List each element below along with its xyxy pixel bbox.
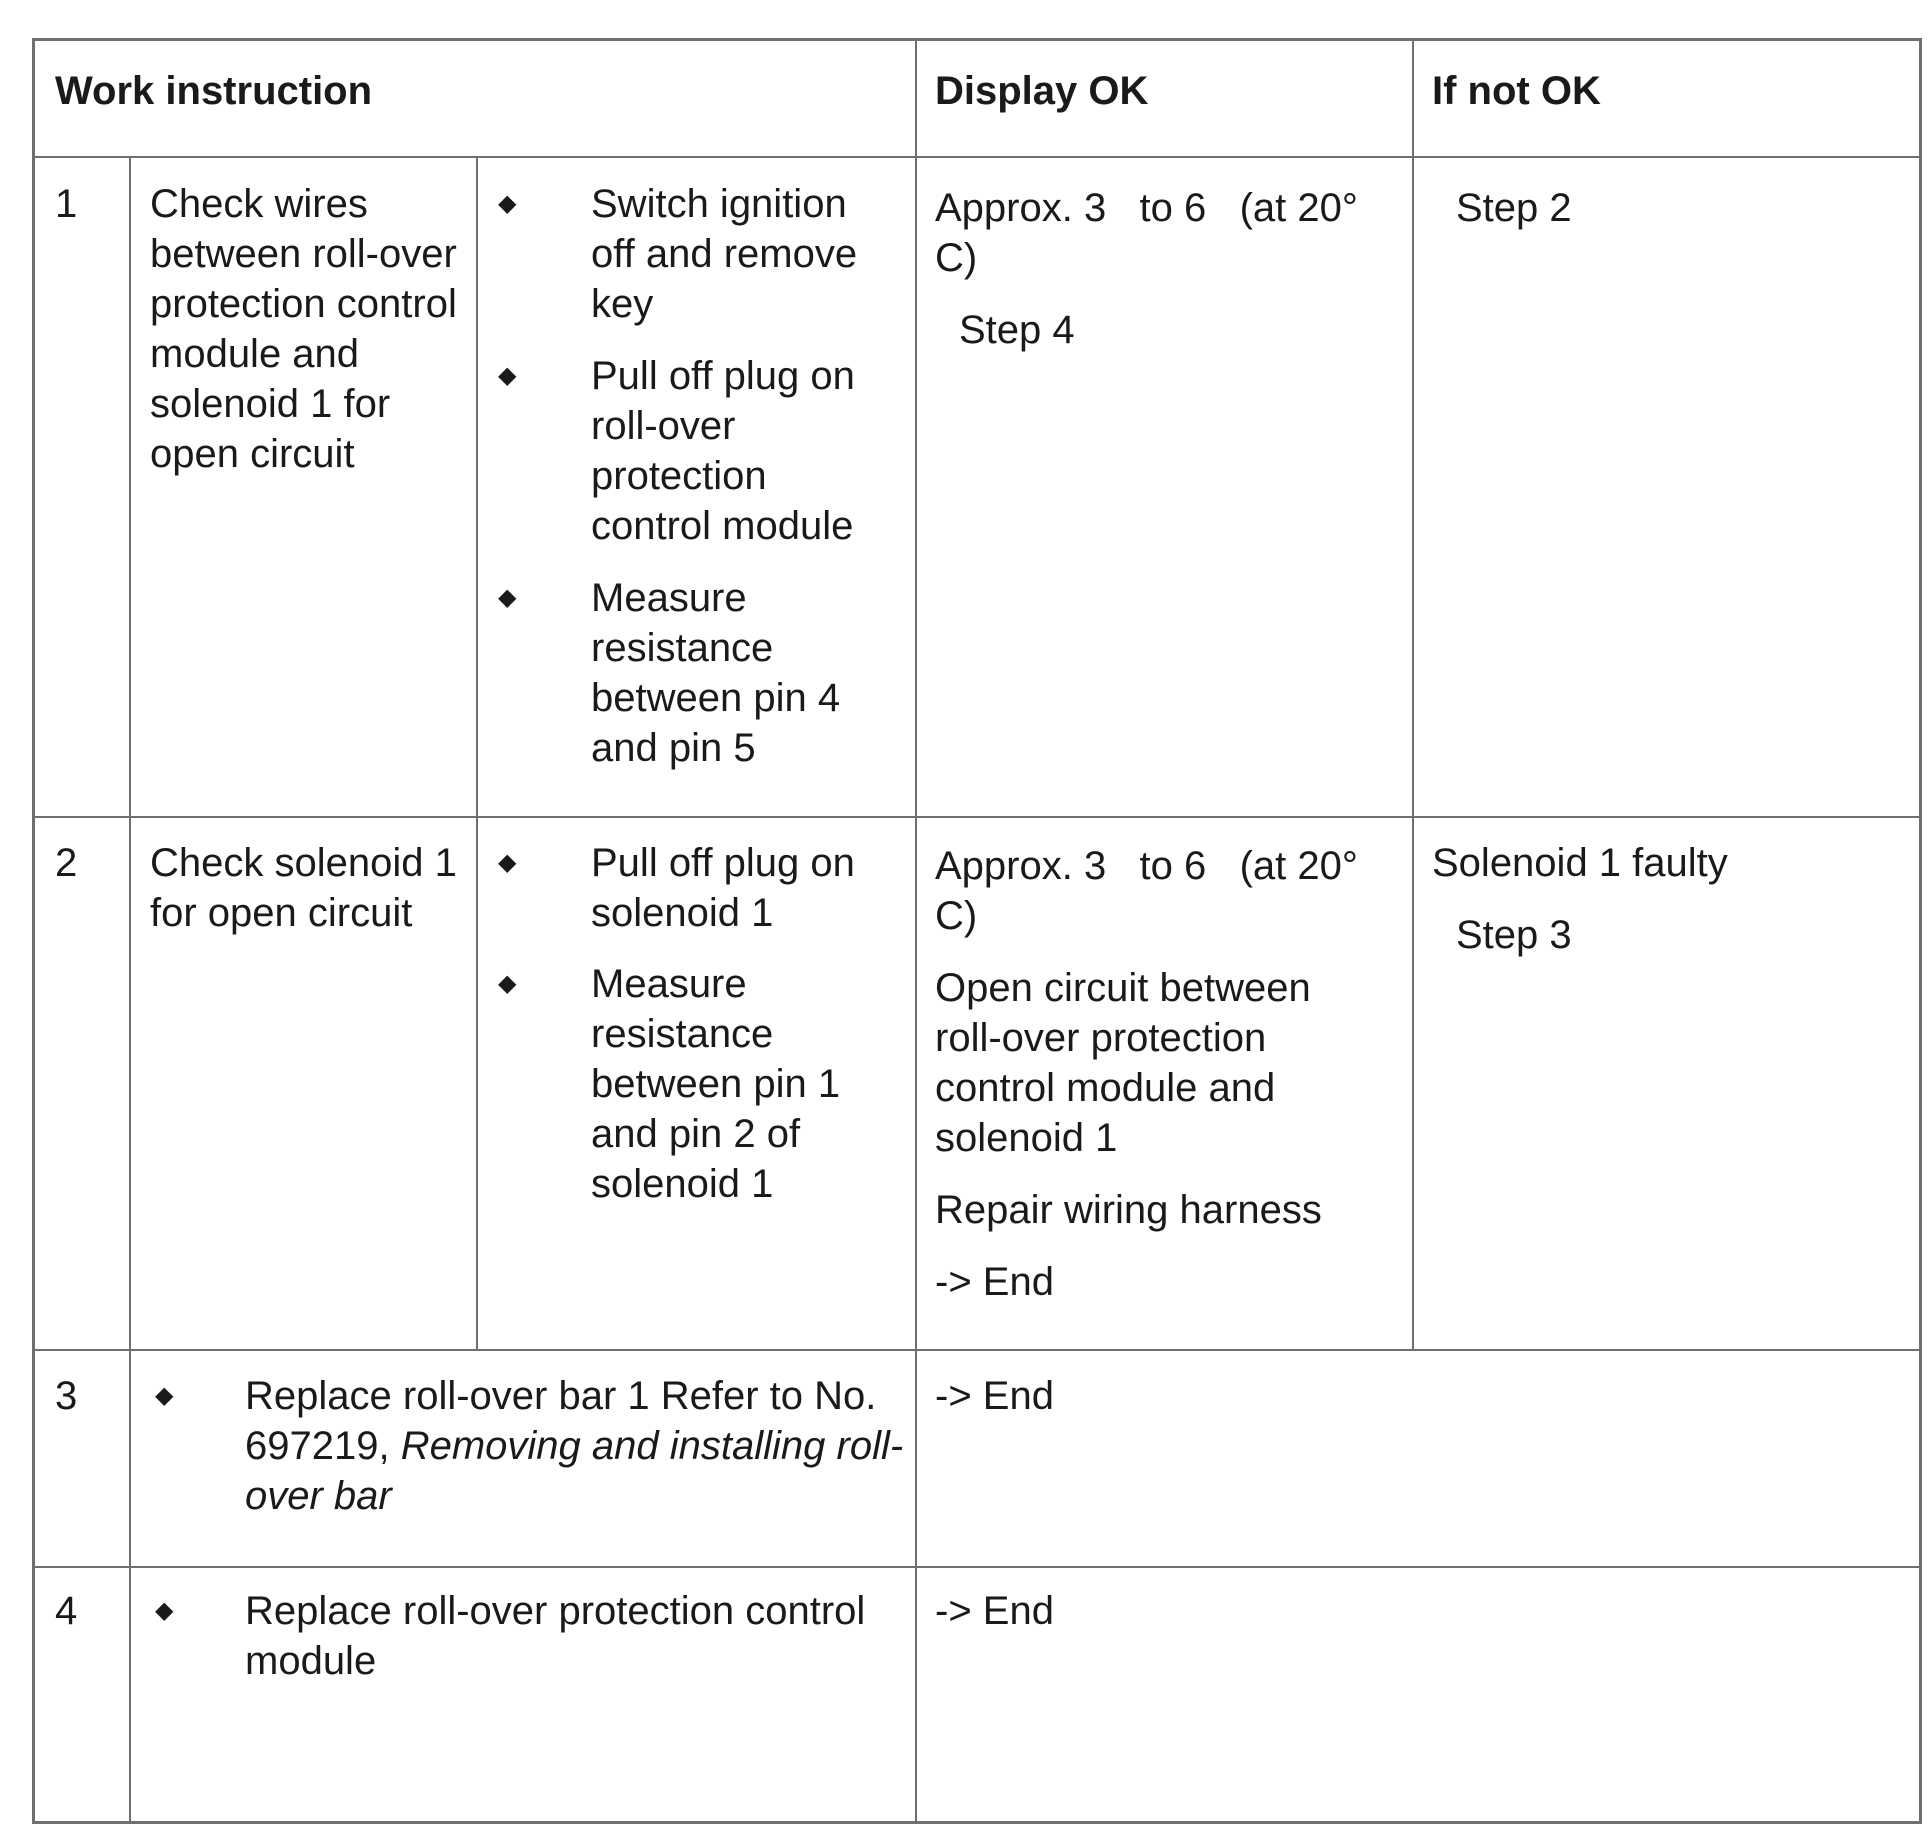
row-1-step-2: Pull off plug on roll-over protection control module bbox=[591, 354, 855, 548]
row-1-step-3: Measure resistance between pin 4 and pin 5 bbox=[591, 576, 841, 770]
repair-note: Repair wiring harness bbox=[935, 1188, 1322, 1232]
row-2-display-ok bbox=[935, 841, 1375, 1307]
number-column-divider bbox=[129, 156, 131, 1824]
bullet-icon: ◆ bbox=[498, 849, 517, 876]
row-4-result: -> End bbox=[935, 1589, 1054, 1633]
header-work-instruction: Work instruction bbox=[55, 69, 373, 113]
resistance-value: Approx. 3 to 6 (at 20° C) bbox=[935, 186, 1370, 280]
row-2-step-2: Measure resistance between pin 1 and pin 2 of solenoid 1 bbox=[591, 962, 841, 1206]
row-1-check: Check wires between roll-over protection control module and solenoid 1 for open circuit bbox=[150, 182, 457, 476]
work-instruction-table bbox=[32, 38, 1922, 1824]
bullet-icon: ◆ bbox=[155, 1597, 174, 1624]
bullet-icon: ◆ bbox=[498, 190, 517, 217]
row-2-step-1: Pull off plug on solenoid 1 bbox=[591, 841, 855, 935]
header-divider bbox=[35, 156, 1919, 158]
bullet-icon: ◆ bbox=[498, 970, 517, 997]
notok-column-divider bbox=[1412, 41, 1414, 1351]
instruction-text: Replace roll-over bar 1 Refer to No. 697219, bbox=[245, 1374, 877, 1468]
row-3-result: -> End bbox=[935, 1374, 1054, 1418]
instruction-reference: Removing and installing roll-over bar bbox=[245, 1424, 904, 1518]
row-2-number: 2 bbox=[55, 841, 78, 885]
row2-divider bbox=[35, 1349, 1919, 1351]
row-1-step-1: Switch ignition off and remove key bbox=[591, 182, 858, 326]
fault-note: Solenoid 1 faulty bbox=[1432, 841, 1728, 885]
bullet-icon: ◆ bbox=[155, 1382, 174, 1409]
bullet-icon: ◆ bbox=[498, 584, 517, 611]
bullet-icon: ◆ bbox=[498, 362, 517, 389]
row-4-number: 4 bbox=[55, 1589, 78, 1633]
row-3-number: 3 bbox=[55, 1374, 78, 1418]
row-2-not-ok bbox=[1432, 838, 1902, 960]
row-1-number: 1 bbox=[55, 182, 78, 226]
row1-divider bbox=[35, 816, 1919, 818]
open-circuit-note: Open circuit between roll-over protection control module and solenoid 1 bbox=[935, 966, 1311, 1160]
display-column-divider bbox=[915, 41, 917, 1824]
next-step: Step 4 bbox=[959, 308, 1075, 352]
row-3-instruction bbox=[245, 1371, 905, 1521]
row3-divider bbox=[35, 1566, 1919, 1568]
check-column-divider bbox=[476, 156, 478, 1351]
row-2-check: Check solenoid 1 for open circuit bbox=[150, 841, 457, 935]
row-1-not-ok: Step 2 bbox=[1456, 186, 1572, 230]
header-display-ok: Display OK bbox=[935, 69, 1149, 113]
header-if-not-ok: If not OK bbox=[1432, 69, 1601, 113]
row-4-instruction: Replace roll-over protection control module bbox=[245, 1589, 866, 1683]
next-step: Step 3 bbox=[1456, 913, 1572, 957]
end-marker: -> End bbox=[935, 1260, 1054, 1304]
resistance-value: Approx. 3 to 6 (at 20° C) bbox=[935, 844, 1370, 938]
row-1-display-ok bbox=[935, 183, 1375, 355]
